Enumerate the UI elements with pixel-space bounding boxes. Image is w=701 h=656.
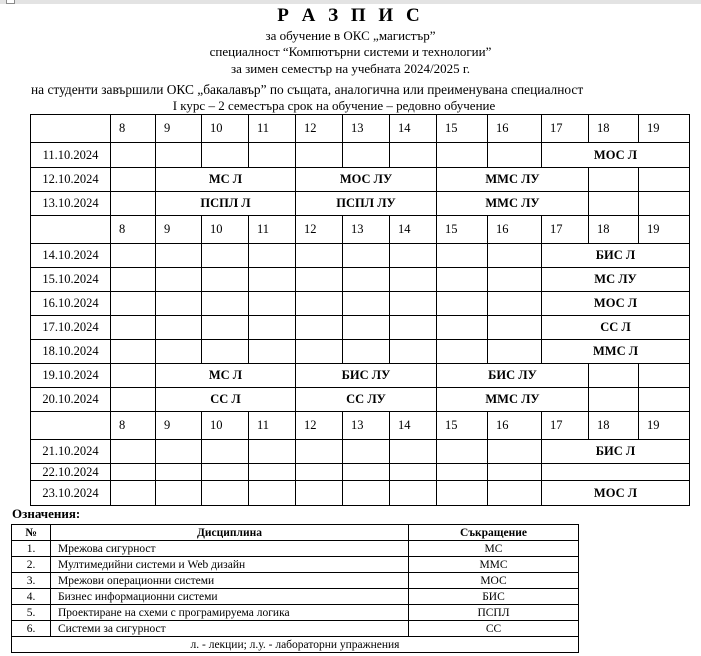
empty-slot-cell (111, 464, 156, 481)
empty-slot-cell (437, 316, 488, 340)
empty-slot-cell (202, 268, 249, 292)
legend-row (12, 589, 579, 605)
empty-slot-cell (296, 143, 343, 168)
empty-slot-cell (111, 168, 156, 192)
hour-header-cell: 15 (437, 216, 488, 244)
hour-header-cell: 13 (343, 412, 390, 440)
empty-slot-cell (488, 143, 542, 168)
hour-header-cell: 9 (156, 412, 202, 440)
empty-slot-cell (156, 440, 202, 464)
hour-header-cell: 15 (437, 412, 488, 440)
legend-discipline: Бизнес информационни системи (51, 589, 409, 605)
empty-slot-cell (296, 464, 343, 481)
date-cell: 18.10.2024 (31, 340, 111, 364)
empty-slot-cell (639, 168, 690, 192)
hour-header-cell: 19 (639, 412, 690, 440)
legend-num: 4. (12, 589, 51, 605)
empty-slot-cell (202, 143, 249, 168)
hour-header-cell: 11 (249, 412, 296, 440)
empty-slot-cell (111, 192, 156, 216)
legend-abbreviation: БИС (409, 589, 579, 605)
empty-slot-cell (156, 340, 202, 364)
empty-slot-cell (437, 143, 488, 168)
class-block-cell: СС Л (156, 388, 296, 412)
empty-slot-cell (488, 292, 542, 316)
legend-table (11, 524, 579, 653)
legend-abbreviation: МОС (409, 573, 579, 589)
subtitle-course: I курс – 2 семестъра срок на обучение – редовно обучение (172, 98, 496, 113)
legend-discipline: Мултимедийни системи и Web дизайн (51, 557, 409, 573)
schedule-row (31, 316, 690, 340)
class-block-cell: ПСПЛ ЛУ (296, 192, 437, 216)
hour-header-cell: 17 (542, 216, 589, 244)
empty-slot-cell (249, 244, 296, 268)
empty-slot-cell (202, 292, 249, 316)
empty-slot-cell (589, 192, 639, 216)
schedule-table (30, 114, 690, 506)
subtitle-specialty: специалност “Компютърни системи и технологии” (209, 44, 492, 59)
empty-slot-cell (488, 316, 542, 340)
schedule-row (31, 192, 690, 216)
class-block-cell (542, 464, 690, 481)
hour-header-cell: 14 (390, 412, 437, 440)
document-title: Р А З П И С (277, 5, 424, 26)
empty-slot-cell (156, 481, 202, 506)
hour-header-cell: 12 (296, 216, 343, 244)
schedule-row (31, 143, 690, 168)
hour-header-cell: 14 (390, 216, 437, 244)
hour-header-cell: 19 (639, 115, 690, 143)
legend-note: л. - лекции; л.у. - лабораторни упражнения (12, 637, 579, 653)
empty-slot-cell (249, 143, 296, 168)
class-block-cell: БИС ЛУ (296, 364, 437, 388)
empty-slot-cell (639, 364, 690, 388)
hour-header-cell: 8 (111, 115, 156, 143)
empty-slot-cell (249, 481, 296, 506)
empty-slot-cell (437, 440, 488, 464)
empty-slot-cell (202, 316, 249, 340)
hour-header-cell: 14 (390, 115, 437, 143)
empty-slot-cell (390, 143, 437, 168)
date-cell: 19.10.2024 (31, 364, 111, 388)
hour-header-cell: 12 (296, 412, 343, 440)
empty-slot-cell (589, 388, 639, 412)
empty-slot-cell (589, 168, 639, 192)
empty-slot-cell (488, 481, 542, 506)
empty-slot-cell (249, 316, 296, 340)
hour-header-cell: 19 (639, 216, 690, 244)
legend-row (12, 573, 579, 589)
empty-slot-cell (437, 481, 488, 506)
legend-header-name: Дисциплина (51, 525, 409, 541)
legend-discipline: Мрежова сигурност (51, 541, 409, 557)
hours-header-row (31, 216, 690, 244)
legend-num: 2. (12, 557, 51, 573)
hour-header-cell: 9 (156, 115, 202, 143)
class-block-cell: МОС Л (542, 292, 690, 316)
empty-slot-cell (639, 388, 690, 412)
empty-slot-cell (390, 440, 437, 464)
empty-slot-cell (296, 292, 343, 316)
empty-slot-cell (488, 464, 542, 481)
date-cell: 12.10.2024 (31, 168, 111, 192)
hour-header-cell: 11 (249, 216, 296, 244)
empty-slot-cell (488, 440, 542, 464)
legend-abbreviation: ММС (409, 557, 579, 573)
schedule-row (31, 388, 690, 412)
subtitle-students: на студенти завършили ОКС „бакалавър” по същата, аналогична или преименувана специалност (31, 82, 584, 97)
hour-header-cell: 10 (202, 216, 249, 244)
legend-num: 1. (12, 541, 51, 557)
legend-abbreviation: ПСПЛ (409, 605, 579, 621)
class-block-cell: БИС ЛУ (437, 364, 589, 388)
empty-slot-cell (296, 340, 343, 364)
class-block-cell: МОС ЛУ (296, 168, 437, 192)
schedule-row (31, 340, 690, 364)
schedule-row (31, 292, 690, 316)
class-block-cell: БИС Л (542, 440, 690, 464)
hour-header-cell: 10 (202, 115, 249, 143)
hour-header-cell: 17 (542, 115, 589, 143)
subtitle-semester: за зимен семестър на учебната 2024/2025 г. (230, 61, 471, 76)
legend-abbreviation: СС (409, 621, 579, 637)
hour-header-cell: 16 (488, 115, 542, 143)
schedule-row (31, 481, 690, 506)
empty-slot-cell (343, 316, 390, 340)
date-cell: 21.10.2024 (31, 440, 111, 464)
empty-slot-cell (111, 481, 156, 506)
legend-discipline: Мрежови операционни системи (51, 573, 409, 589)
empty-slot-cell (488, 340, 542, 364)
class-block-cell: МС ЛУ (542, 268, 690, 292)
date-cell: 20.10.2024 (31, 388, 111, 412)
class-block-cell: МОС Л (542, 481, 690, 506)
empty-slot-cell (202, 244, 249, 268)
empty-slot-cell (156, 143, 202, 168)
empty-slot-cell (296, 481, 343, 506)
empty-slot-cell (296, 244, 343, 268)
legend-row (12, 541, 579, 557)
empty-slot-cell (343, 340, 390, 364)
empty-slot-cell (249, 440, 296, 464)
empty-slot-cell (249, 292, 296, 316)
date-cell: 22.10.2024 (31, 464, 111, 481)
empty-slot-cell (156, 268, 202, 292)
class-block-cell: ПСПЛ Л (156, 192, 296, 216)
empty-slot-cell (156, 464, 202, 481)
class-block-cell: БИС Л (542, 244, 690, 268)
empty-slot-cell (111, 364, 156, 388)
empty-slot-cell (437, 244, 488, 268)
legend-row (12, 557, 579, 573)
empty-slot-cell (111, 292, 156, 316)
legend-num: 5. (12, 605, 51, 621)
empty-slot-cell (111, 440, 156, 464)
empty-slot-cell (343, 244, 390, 268)
hours-header-row (31, 412, 690, 440)
empty-slot-cell (202, 464, 249, 481)
legend-row (12, 621, 579, 637)
schedule-row (31, 168, 690, 192)
date-cell: 11.10.2024 (31, 143, 111, 168)
empty-slot-cell (390, 292, 437, 316)
legend-discipline: Проектиране на схеми с програмируема логика (51, 605, 409, 621)
hour-header-cell: 16 (488, 412, 542, 440)
class-block-cell: СС Л (542, 316, 690, 340)
legend-num: 3. (12, 573, 51, 589)
empty-slot-cell (390, 316, 437, 340)
hour-header-cell: 8 (111, 412, 156, 440)
hour-header-cell: 17 (542, 412, 589, 440)
empty-slot-cell (296, 440, 343, 464)
class-block-cell: МС Л (156, 364, 296, 388)
subtitle-degree: за обучение в ОКС „магистър” (265, 28, 436, 43)
empty-slot-cell (111, 316, 156, 340)
legend-header-num: № (12, 525, 51, 541)
hour-header-cell: 18 (589, 115, 639, 143)
legend-header-abbr: Съкращение (409, 525, 579, 541)
empty-slot-cell (639, 192, 690, 216)
hour-header-cell: 18 (589, 216, 639, 244)
empty-slot-cell (589, 364, 639, 388)
legend-discipline: Системи за сигурност (51, 621, 409, 637)
hour-header-cell: 16 (488, 216, 542, 244)
hour-header-cell: 9 (156, 216, 202, 244)
schedule-row (31, 268, 690, 292)
empty-slot-cell (156, 244, 202, 268)
empty-slot-cell (343, 143, 390, 168)
empty-slot-cell (390, 481, 437, 506)
empty-slot-cell (111, 388, 156, 412)
empty-slot-cell (437, 292, 488, 316)
empty-slot-cell (249, 464, 296, 481)
class-block-cell: МОС Л (542, 143, 690, 168)
empty-slot-cell (202, 481, 249, 506)
legend-row (12, 605, 579, 621)
date-cell: 17.10.2024 (31, 316, 111, 340)
hour-header-cell: 10 (202, 412, 249, 440)
date-cell: 13.10.2024 (31, 192, 111, 216)
schedule-row (31, 440, 690, 464)
empty-slot-cell (156, 292, 202, 316)
class-block-cell: ММС ЛУ (437, 388, 589, 412)
date-cell: 14.10.2024 (31, 244, 111, 268)
class-block-cell: ММС ЛУ (437, 168, 589, 192)
empty-slot-cell (390, 244, 437, 268)
hours-header-row (31, 115, 690, 143)
class-block-cell: ММС ЛУ (437, 192, 589, 216)
legend-note-row (12, 637, 579, 653)
legend-label: Означения: (12, 506, 81, 521)
hour-header-cell: 12 (296, 115, 343, 143)
empty-slot-cell (202, 340, 249, 364)
date-cell: 15.10.2024 (31, 268, 111, 292)
empty-slot-cell (488, 244, 542, 268)
hour-header-cell: 18 (589, 412, 639, 440)
empty-slot-cell (437, 464, 488, 481)
hour-header-cell: 15 (437, 115, 488, 143)
empty-slot-cell (156, 316, 202, 340)
empty-slot-cell (488, 268, 542, 292)
schedule-row (31, 244, 690, 268)
empty-slot-cell (343, 440, 390, 464)
empty-slot-cell (343, 292, 390, 316)
empty-slot-cell (111, 244, 156, 268)
header-corner-cell (31, 216, 111, 244)
class-block-cell: ММС Л (542, 340, 690, 364)
empty-slot-cell (249, 340, 296, 364)
empty-slot-cell (390, 268, 437, 292)
empty-slot-cell (296, 268, 343, 292)
document-top-bar (0, 0, 701, 4)
schedule-row (31, 364, 690, 388)
date-cell: 23.10.2024 (31, 481, 111, 506)
empty-slot-cell (437, 340, 488, 364)
empty-slot-cell (343, 268, 390, 292)
hour-header-cell: 11 (249, 115, 296, 143)
hour-header-cell: 13 (343, 115, 390, 143)
class-block-cell: СС ЛУ (296, 388, 437, 412)
class-block-cell: МС Л (156, 168, 296, 192)
schedule-row (31, 464, 690, 481)
empty-slot-cell (111, 340, 156, 364)
empty-slot-cell (390, 464, 437, 481)
header-corner-cell (31, 115, 111, 143)
table-move-handle-icon[interactable] (6, 0, 15, 4)
empty-slot-cell (249, 268, 296, 292)
empty-slot-cell (202, 440, 249, 464)
empty-slot-cell (390, 340, 437, 364)
header-corner-cell (31, 412, 111, 440)
legend-num: 6. (12, 621, 51, 637)
legend-abbreviation: МС (409, 541, 579, 557)
empty-slot-cell (343, 464, 390, 481)
hour-header-cell: 13 (343, 216, 390, 244)
hour-header-cell: 8 (111, 216, 156, 244)
empty-slot-cell (343, 481, 390, 506)
date-cell: 16.10.2024 (31, 292, 111, 316)
empty-slot-cell (111, 268, 156, 292)
legend-header-row (12, 525, 579, 541)
empty-slot-cell (111, 143, 156, 168)
empty-slot-cell (437, 268, 488, 292)
empty-slot-cell (296, 316, 343, 340)
